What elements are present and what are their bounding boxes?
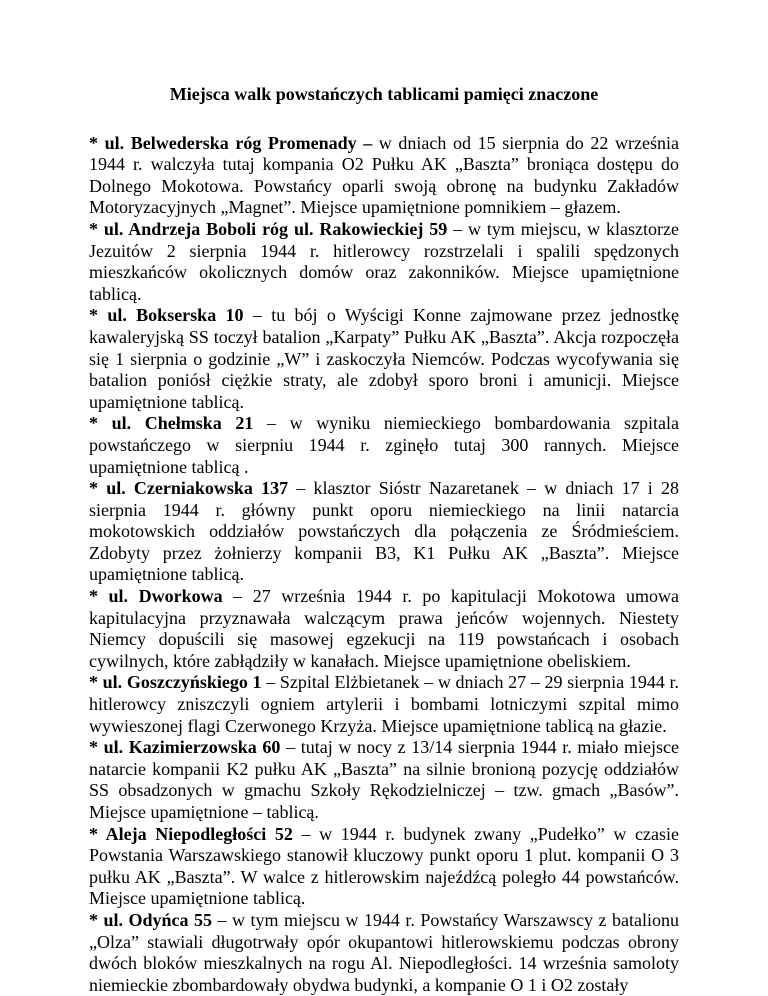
entry-text: – tutaj w nocy z 13/14 sierpnia 1944 r. miało miejsce natarcie kompanii K2 pułku AK „Baszta” na silnie bronioną pozycję oddziałów SS obsadzonych w gmachu Szkoły Rękodzielniczej – tzw. gmach „Basów”. Miejsce upamiętnione – tablicą.	[89, 737, 680, 822]
entry-boboli	[89, 219, 679, 305]
entry-text: – tu bój o Wyścigi Konne zajmowane przez jednostkę kawaleryjską SS toczył batalion „Karpaty” Pułku AK „Baszta”. Akcja rozpoczęła się 1 sierpnia o godzinie „W” i zaskoczyła Niemców. Podczas wycofywania się batalion poniósł ciężkie straty, ale zdobył sporo broni i amunicji. Miejsce upamiętnione tablicą.	[89, 305, 679, 412]
entry-text: – w tym miejscu w 1944 r. Powstańcy Warszawscy z batalionu „Olza” stawiali długotrwały opór okupantowi hitlerowskiemu podczas obrony dwóch bloków mieszkalnych na rogu Al. Niepodległości. 14 września samoloty niemieckie zbombardowały obydwa budynki, a kompanie O 1 i O2 zostały	[89, 909, 679, 995]
entry-heading: * ul. Odyńca 55	[89, 909, 212, 930]
entry-heading: * ul. Czerniakowska 137	[89, 478, 289, 499]
entry-niepodleglosci	[89, 824, 679, 910]
entry-chelmska	[89, 413, 679, 478]
entry-heading: * Aleja Niepodległości 52	[89, 823, 293, 844]
entry-text: – klasztor Sióstr Nazaretanek – w dniach 17 i 28 sierpnia 1944 r. główny punkt oporu niemieckiego na linii natarcia mokotowskich oddziałów powstańczych dla połączenia ze Śródmieściem. Zdobyty przez żołnierzy kompanii B3, K1 Pułku AK „Baszta”. Miejsce upamiętnione tablicą.	[89, 478, 680, 585]
entry-belwederska	[89, 133, 679, 219]
entry-heading: * ul. Dworkowa	[89, 586, 223, 607]
entry-dworkowa	[89, 586, 679, 672]
entry-heading: * ul. Chełmska 21	[89, 413, 254, 434]
entry-heading: * ul. Goszczyńskiego 1	[89, 672, 262, 693]
entry-text: – 27 września 1944 r. po kapitulacji Mokotowa umowa kapitulacyjna przyznawała walczącym prawa jeńców wojennych. Niestety Niemcy dopuścili się masowej egzekucji na 119 powstańcach i osobach cywilnych, które zabłądziły w kanałach. Miejsce upamiętnione obeliskiem.	[89, 586, 679, 671]
entry-heading: * ul. Bokserska 10	[89, 305, 244, 326]
entry-heading: * ul. Andrzeja Boboli róg ul. Rakowieckiej 59	[89, 218, 448, 239]
entry-kazimierzowska	[89, 737, 679, 823]
entry-text: – w tym miejscu, w klasztorze Jezuitów 2 sierpnia 1944 r. hitlerowcy rozstrzelali i spalili spędzonych mieszkańców okolicznych domów oraz zakonników. Miejsce upamiętnione tablicą.	[89, 218, 679, 304]
entry-text: w dniach od 15 sierpnia do 22 września 1944 r. walczyła tutaj kompania O2 Pułku AK „Baszta” broniąca dostępu do Dolnego Mokotowa. Powstańcy oparli swoją obronę na budynku Zakładów Motoryzacyjnych „Magnet”. Miejsce upamiętnione pomnikiem – głazem.	[89, 132, 679, 218]
entry-czerniakowska	[89, 478, 679, 586]
entry-text: – Szpital Elżbietanek – w dniach 27 – 29 sierpnia 1944 r. hitlerowcy zniszczyli ogniem artylerii i bombami lotniczymi szpital mimo wywieszonej flagi Czerwonego Krzyża. Miejsce upamiętnione tablicą na głazie.	[89, 672, 679, 736]
entry-heading: * ul. Kazimierzowska 60	[89, 737, 281, 758]
document-title: Miejsca walk powstańczych tablicami pamięci znaczone	[169, 84, 599, 104]
entry-text: – w 1944 r. budynek zwany „Pudełko” w czasie Powstania Warszawskiego stanowił kluczowy punkt oporu 1 plut. kompanii O 3 pułku AK „Baszta”. W walce z hitlerowskim najeźdźcą poległo 44 powstańców. Miejsce upamiętnione tablicą.	[89, 823, 679, 909]
document-page	[89, 84, 679, 996]
entry-odynca	[89, 910, 679, 996]
entry-text: – w wyniku niemieckiego bombardowania szpitala powstańczego w sierpniu 1944 r. zginęło tutaj 300 rannych. Miejsce upamiętnione tablicą .	[89, 413, 679, 477]
entry-goszczynskiego	[89, 672, 679, 737]
entry-bokserska	[89, 305, 679, 413]
entry-heading: * ul. Belwederska róg Promenady –	[89, 132, 373, 153]
